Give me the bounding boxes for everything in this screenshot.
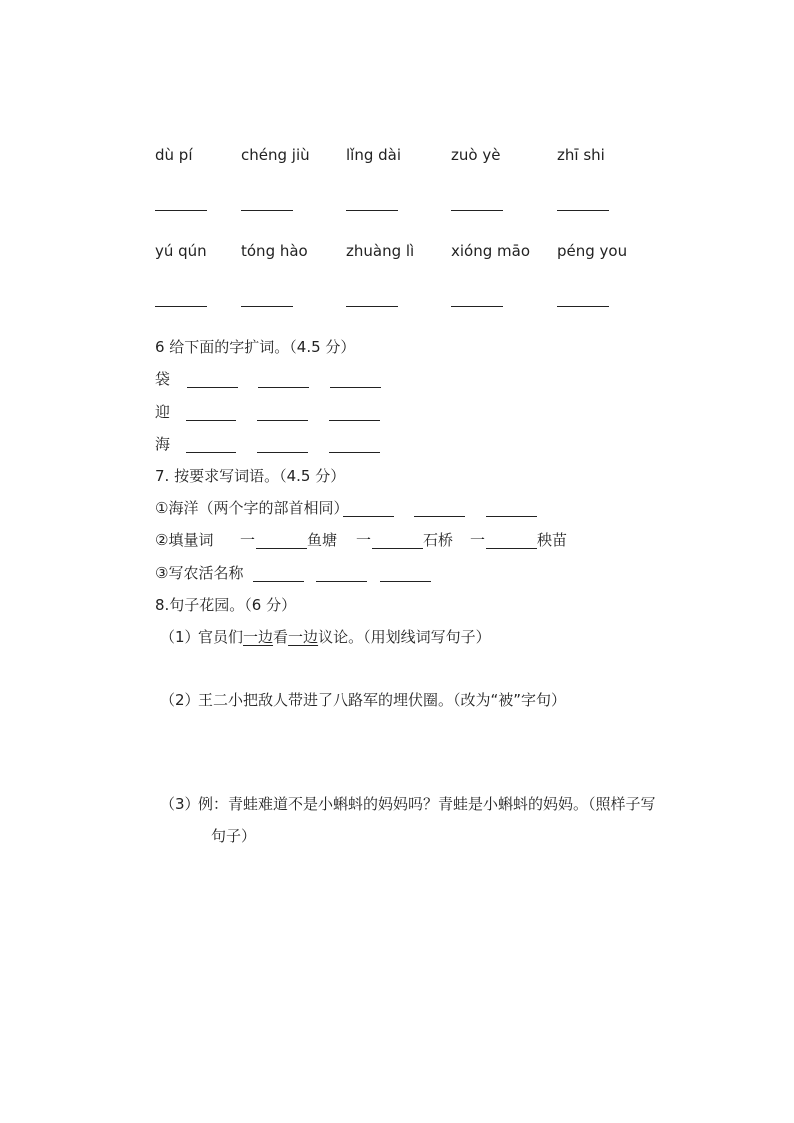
pinyin-item: lǐng dài xyxy=(346,146,402,164)
answer-blank[interactable] xyxy=(486,516,537,517)
measure-word-prefix: 一 xyxy=(470,531,486,549)
question-8-title: 8.句子花园。（6 分） xyxy=(155,596,297,614)
answer-blank[interactable] xyxy=(155,306,207,307)
answer-blank[interactable] xyxy=(241,210,293,211)
answer-blank[interactable] xyxy=(380,581,431,582)
answer-blank[interactable] xyxy=(330,387,381,388)
pinyin-item: chéng jiù xyxy=(241,146,310,164)
pinyin-item: zhī shi xyxy=(557,146,605,164)
q6-char: 袋 xyxy=(155,370,171,388)
answer-blank[interactable] xyxy=(372,548,423,549)
measure-word-prefix: 一 xyxy=(240,531,256,549)
answer-blank[interactable] xyxy=(186,420,236,421)
answer-blank[interactable] xyxy=(343,516,394,517)
answer-blank[interactable] xyxy=(241,306,293,307)
pinyin-item: yú qún xyxy=(155,242,207,260)
answer-blank[interactable] xyxy=(253,581,304,582)
answer-blank[interactable] xyxy=(451,306,503,307)
answer-blank[interactable] xyxy=(258,387,309,388)
sentence-number: （2） xyxy=(160,691,200,709)
answer-blank[interactable] xyxy=(329,420,380,421)
answer-blank[interactable] xyxy=(257,420,308,421)
underlined-word: 一边 xyxy=(243,628,274,646)
pinyin-item: péng you xyxy=(557,242,628,260)
sentence-fragment: 官员们 xyxy=(198,628,244,646)
answer-blank[interactable] xyxy=(346,306,398,307)
answer-blank[interactable] xyxy=(486,548,537,549)
question-7-title: 7. 按要求写词语。（4.5 分） xyxy=(155,467,346,485)
pinyin-item: tóng hào xyxy=(241,242,308,260)
sentence-1-text xyxy=(198,627,491,647)
q7-noun: 鱼塘 xyxy=(307,531,338,549)
pinyin-item: zuò yè xyxy=(451,146,501,164)
sentence-3-text: 例：青蛙难道不是小蝌蚪的妈妈吗？青蛙是小蝌蚪的妈妈。（照样子写 xyxy=(198,795,656,813)
answer-blank[interactable] xyxy=(186,452,236,453)
q7-item-3-label: ③写农活名称 xyxy=(155,564,244,582)
q7-noun: 石桥 xyxy=(423,531,454,549)
answer-blank[interactable] xyxy=(329,452,380,453)
q7-item-2-label: ②填量词 xyxy=(155,531,214,549)
answer-blank[interactable] xyxy=(557,306,609,307)
sentence-2-text: 王二小把敌人带进了八路军的埋伏圈。（改为“被”字句） xyxy=(198,691,567,709)
sentence-number: （1） xyxy=(160,628,200,646)
answer-blank[interactable] xyxy=(557,210,609,211)
answer-blank[interactable] xyxy=(187,387,238,388)
pinyin-item: zhuàng lì xyxy=(346,242,415,260)
measure-word-prefix: 一 xyxy=(356,531,372,549)
q7-item-1-label: ①海洋（两个字的部首相同） xyxy=(155,499,349,517)
pinyin-item: dù pí xyxy=(155,146,193,164)
underlined-word: 一边 xyxy=(288,628,319,646)
sentence-fragment: 看 xyxy=(273,628,289,646)
q6-char: 迎 xyxy=(155,403,171,421)
answer-blank[interactable] xyxy=(451,210,503,211)
pinyin-item: xióng māo xyxy=(451,242,530,260)
sentence-number: （3） xyxy=(160,795,200,813)
q6-char: 海 xyxy=(155,435,171,453)
sentence-3-continuation: 句子） xyxy=(211,827,257,845)
answer-blank[interactable] xyxy=(257,452,308,453)
answer-blank[interactable] xyxy=(414,516,465,517)
answer-blank[interactable] xyxy=(155,210,207,211)
answer-blank[interactable] xyxy=(346,210,398,211)
sentence-fragment: 议论。（用划线词写句子） xyxy=(318,628,491,646)
q7-noun: 秧苗 xyxy=(537,531,568,549)
answer-blank[interactable] xyxy=(316,581,367,582)
answer-blank[interactable] xyxy=(256,548,307,549)
question-6-title: 6 给下面的字扩词。（4.5 分） xyxy=(155,338,356,356)
